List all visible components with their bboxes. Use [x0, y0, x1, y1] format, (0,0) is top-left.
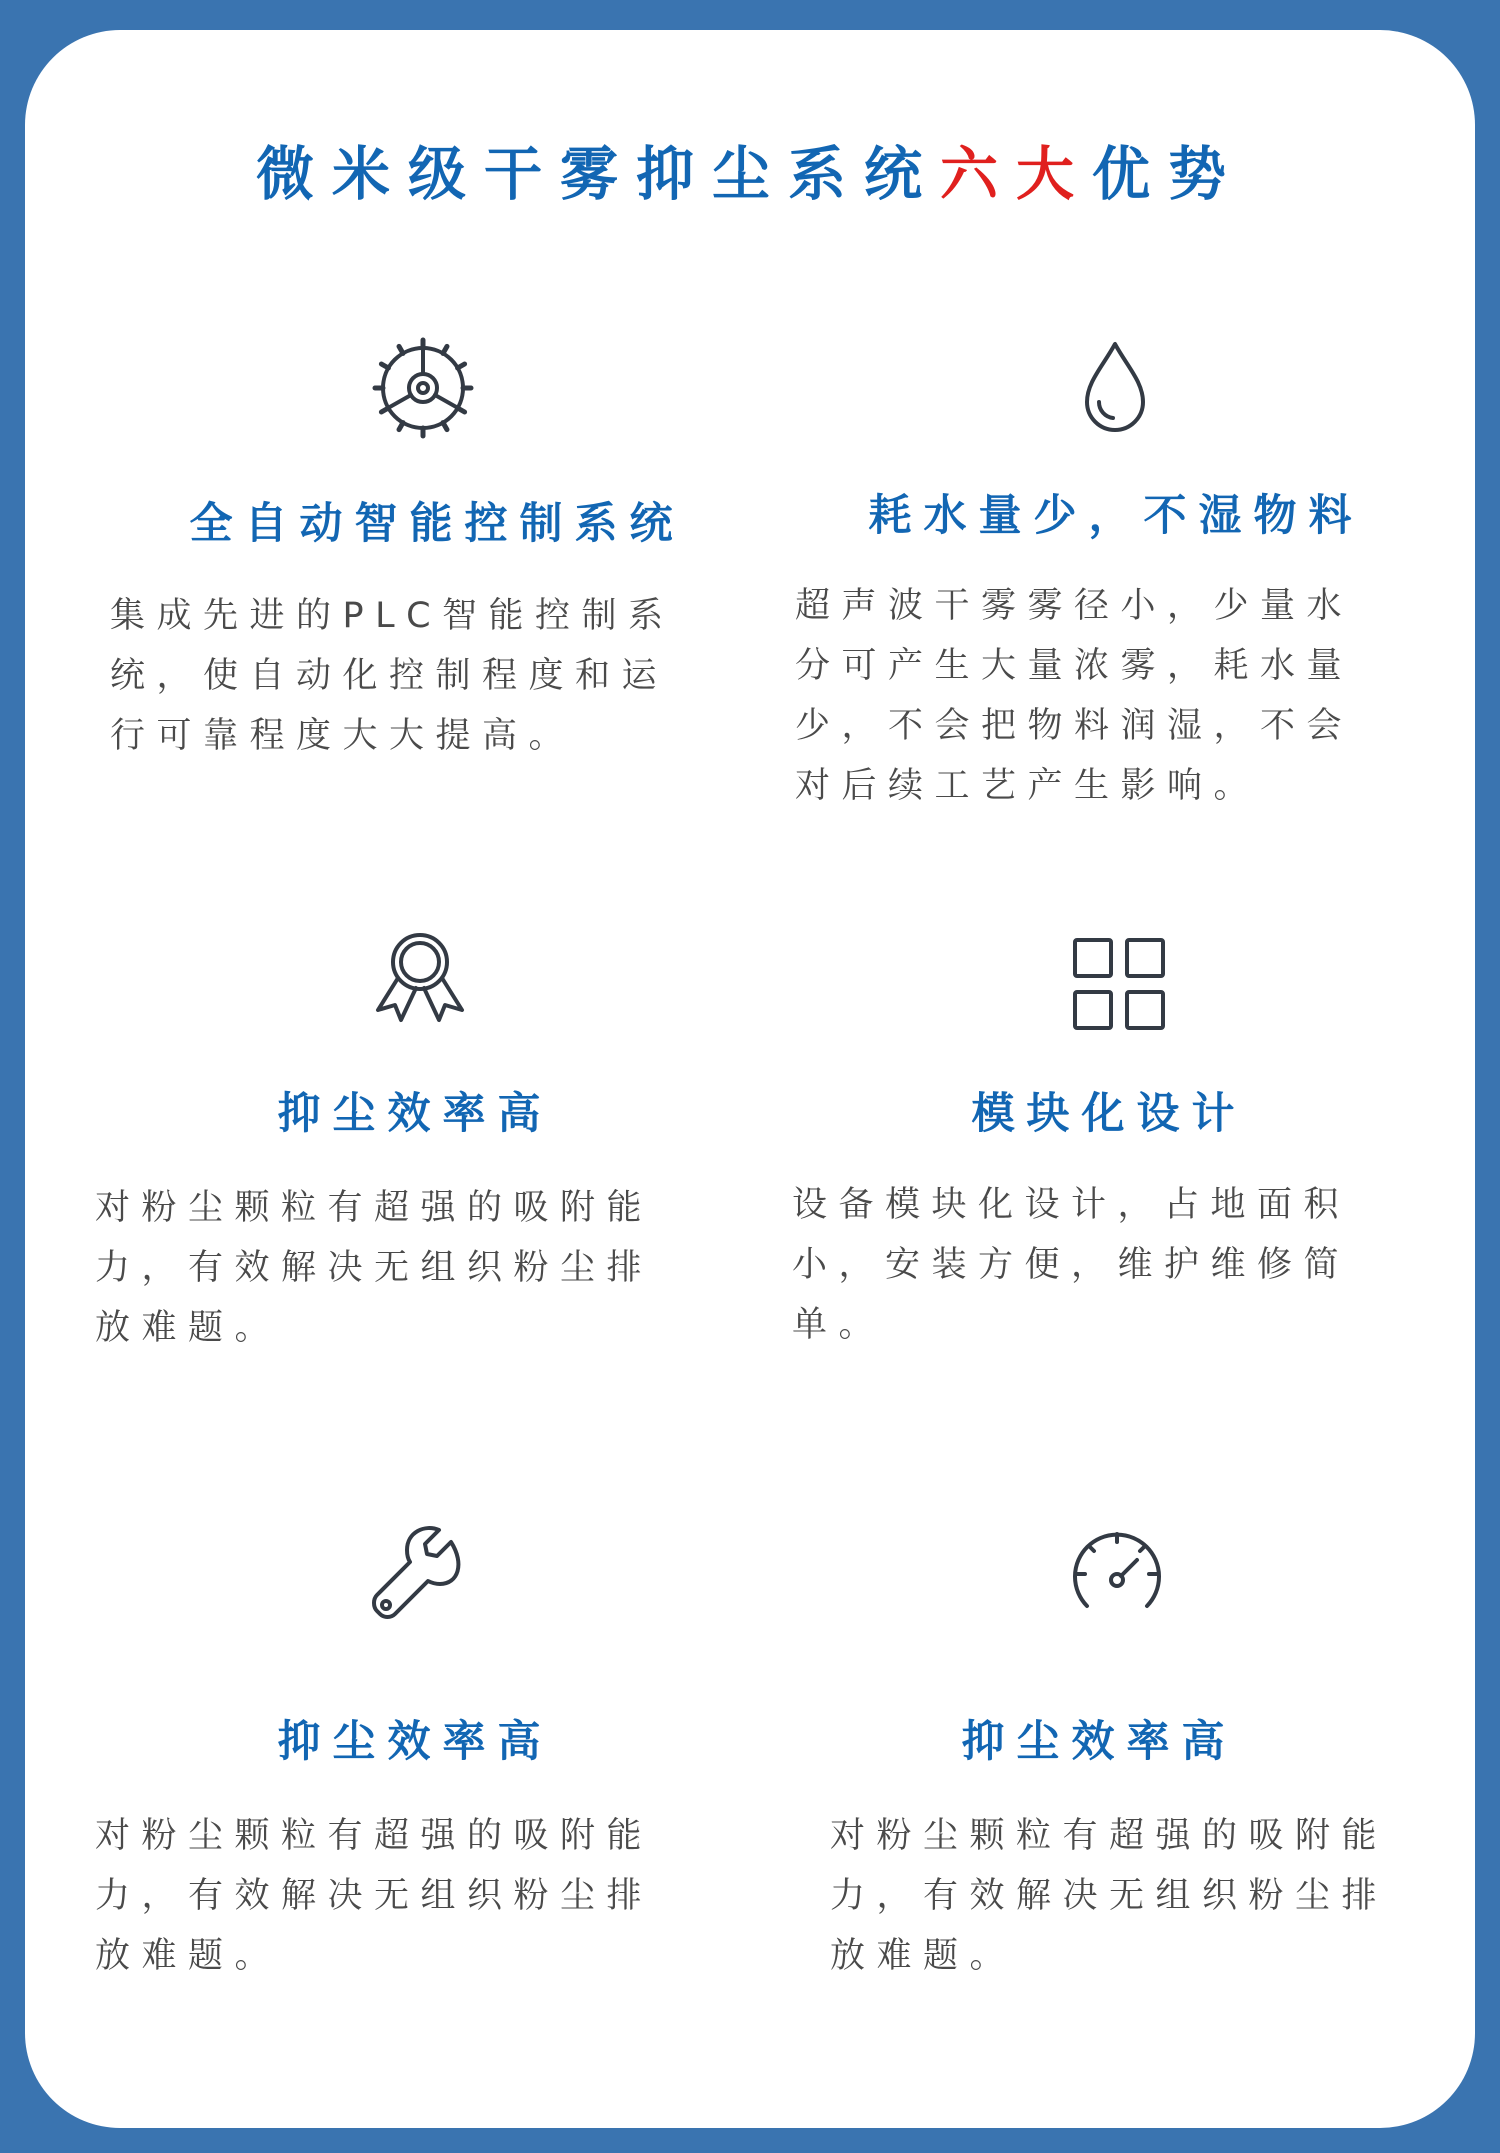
water-drop-icon: [1063, 336, 1167, 440]
grid-modules-icon: [1067, 932, 1171, 1036]
feature-description-5: 对粉尘颗粒有超强的吸附能力，有效解决无组织粉尘排放难题。: [95, 1816, 654, 1976]
feature-heading-4: 模块化设计: [971, 1089, 1247, 1139]
title-main: 微米级干雾抑尘系统: [255, 140, 940, 208]
content-card: [25, 30, 1475, 2128]
feature-heading-3: 抑尘效率高: [277, 1089, 553, 1139]
feature-heading-6: 抑尘效率高: [961, 1717, 1237, 1767]
feature-description-4: 设备模块化设计，占地面积小，安装方便，维护维修简单。: [792, 1185, 1351, 1345]
feature-description-6: 对粉尘颗粒有超强的吸附能力，有效解决无组织粉尘排放难题。: [830, 1816, 1389, 1976]
wrench-icon: [367, 1522, 471, 1626]
feature-heading-1: 全自动智能控制系统: [189, 499, 685, 549]
feature-description-3: 对粉尘颗粒有超强的吸附能力，有效解决无组织粉尘排放难题。: [95, 1188, 654, 1348]
page-title: [25, 138, 1475, 210]
feature-description-2: 超声波干雾雾径小，少量水分可产生大量浓雾，耗水量少，不会把物料润湿，不会对后续工艺产生影响。: [795, 586, 1354, 806]
award-ribbon-icon: [368, 924, 472, 1028]
title-highlight: 六大: [939, 140, 1092, 208]
feature-description-1: 集成先进的PLC智能控制系统，使自动化控制程度和运行可靠程度大大提高。: [110, 596, 675, 756]
gear-icon: [371, 336, 475, 440]
speedometer-icon: [1065, 1522, 1169, 1626]
title-tail: 优势: [1092, 140, 1245, 208]
feature-heading-5: 抑尘效率高: [277, 1717, 553, 1767]
feature-heading-2: 耗水量少，不湿物料: [868, 491, 1364, 541]
